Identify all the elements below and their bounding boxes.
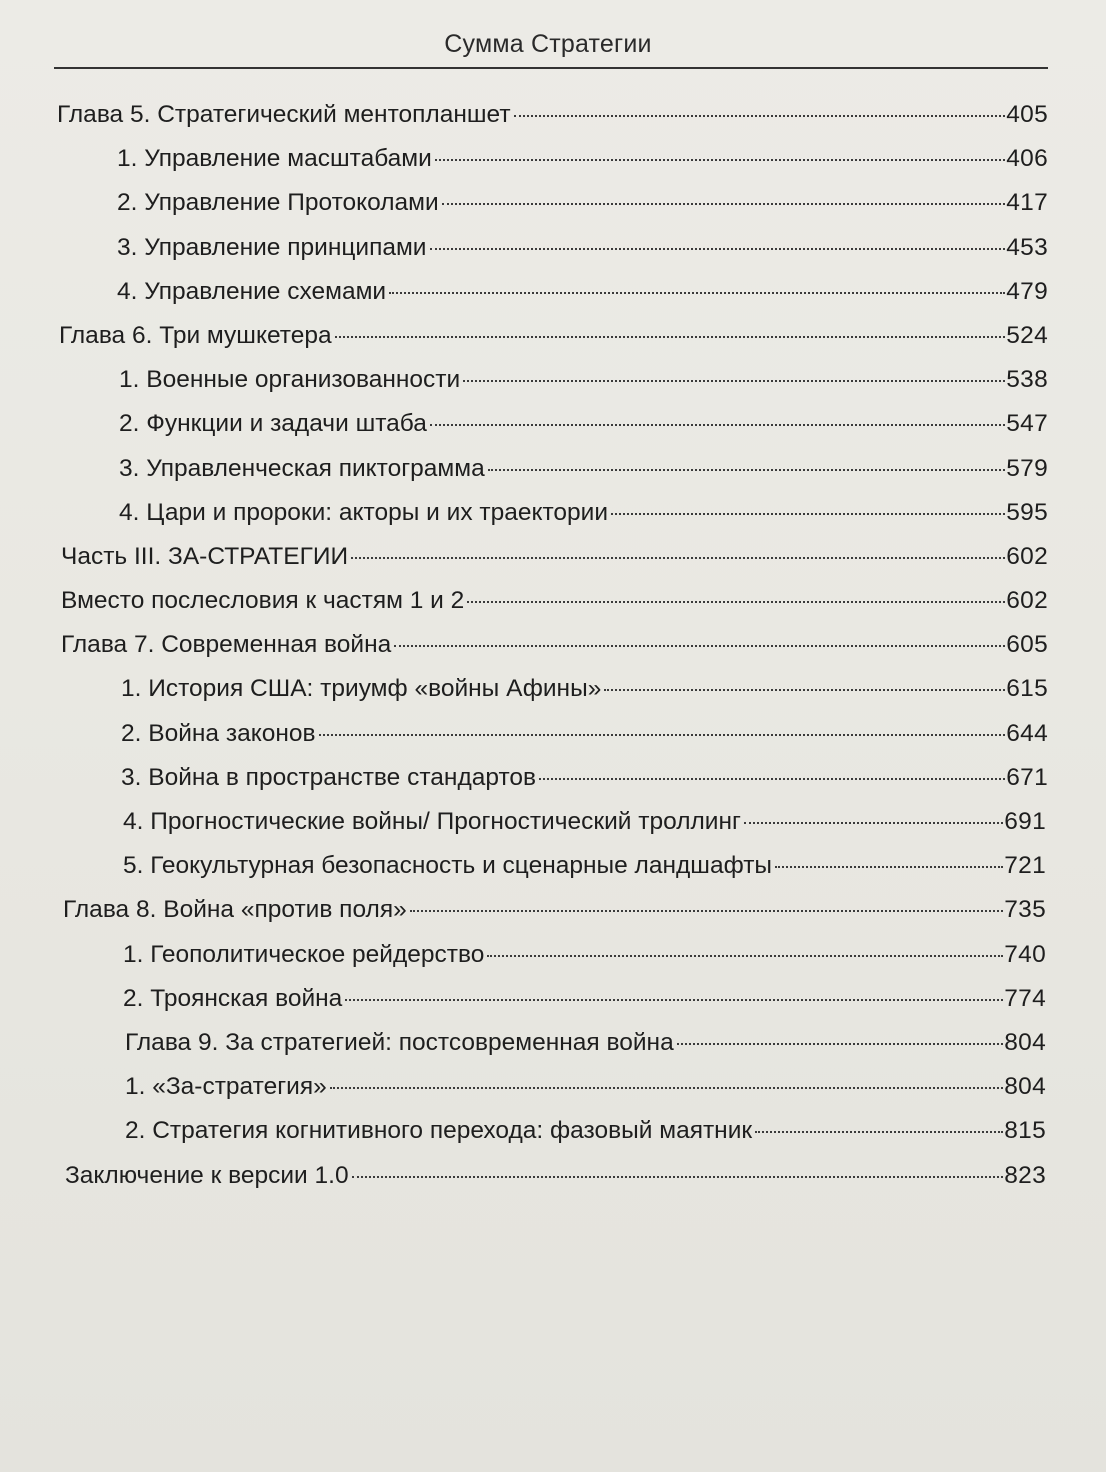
toc-chapter-entry — [0, 888, 1046, 932]
toc-section-entry — [0, 402, 1048, 446]
toc-page-number: 547 — [1006, 410, 1048, 438]
toc-section-entry — [0, 358, 1048, 402]
toc-entry-title: 2. Управление Протоколами — [117, 189, 439, 217]
toc-entry-title: Глава 9. За стратегией: постсовременная война — [125, 1028, 674, 1056]
toc-entry-title: Часть III. ЗА-СТРАТЕГИИ — [61, 542, 349, 570]
toc-entry-title: Глава 5. Стратегический ментопланшет — [57, 101, 511, 128]
toc-entry-title: 1. Геополитическое рейдерство — [123, 940, 485, 968]
toc-page-number: 453 — [1006, 233, 1048, 261]
toc-section-entry — [0, 491, 1048, 535]
toc-dot-leader — [744, 822, 1003, 824]
toc-chapter-entry — [0, 1154, 1046, 1198]
toc-dot-leader — [677, 1043, 1004, 1045]
toc-page-number: 405 — [1006, 101, 1048, 128]
toc-page-number: 479 — [1006, 277, 1048, 305]
toc-entry-title: Глава 6. Три мушкетера — [59, 321, 332, 349]
toc-chapter-entry — [0, 535, 1048, 579]
toc-dot-leader — [539, 778, 1005, 780]
toc-section-entry — [0, 933, 1046, 977]
toc-dot-leader — [319, 734, 1006, 736]
toc-page-number: 815 — [1004, 1117, 1046, 1145]
toc-page-number: 417 — [1006, 189, 1048, 217]
toc-dot-leader — [394, 645, 1005, 647]
toc-entry-title: Заключение к версии 1.0 — [65, 1161, 349, 1189]
toc-entry-title: 2. Стратегия когнитивного перехода: фазовый маятник — [125, 1117, 753, 1145]
toc-section-entry — [0, 756, 1048, 800]
toc-dot-leader — [345, 999, 1003, 1001]
toc-entry-title: 2. Функции и задачи штаба — [119, 410, 427, 438]
toc-section-entry — [0, 1021, 1046, 1065]
toc-page-number: 595 — [1006, 498, 1048, 526]
toc-entry-title: 2. Троянская война — [123, 984, 343, 1012]
toc-page-number: 579 — [1006, 454, 1048, 482]
toc-dot-leader — [514, 115, 1006, 117]
toc-page-number: 605 — [1006, 631, 1048, 659]
toc-dot-leader — [604, 689, 1005, 691]
toc-section-entry — [0, 137, 1048, 181]
table-of-contents — [0, 93, 1106, 1198]
toc-dot-leader — [430, 248, 1006, 250]
toc-entry-title: 2. Война законов — [121, 719, 316, 747]
toc-dot-leader — [463, 380, 1005, 382]
toc-entry-title: 4. Прогностические войны/ Прогностический троллинг — [123, 808, 741, 835]
toc-page-number: 671 — [1006, 763, 1048, 791]
toc-entry-title: 1. Управление масштабами — [117, 145, 432, 173]
toc-dot-leader — [335, 336, 1006, 338]
toc-page-number: 524 — [1006, 321, 1048, 349]
toc-dot-leader — [389, 292, 1005, 294]
toc-section-entry — [0, 270, 1048, 314]
toc-chapter-entry — [0, 579, 1048, 623]
toc-page-number: 644 — [1006, 719, 1048, 747]
toc-entry-title: Вместо послесловия к частям 1 и 2 — [61, 587, 465, 615]
toc-dot-leader — [755, 1131, 1003, 1133]
toc-section-entry — [0, 1109, 1046, 1153]
toc-dot-leader — [467, 601, 1005, 603]
toc-page-number: 691 — [1004, 808, 1046, 835]
toc-section-entry — [0, 226, 1048, 270]
toc-dot-leader — [410, 910, 1004, 912]
toc-section-entry — [0, 667, 1048, 711]
toc-dot-leader — [351, 557, 1005, 559]
toc-page-number: 602 — [1006, 587, 1048, 615]
toc-entry-title: 3. Война в пространстве стандартов — [121, 763, 537, 791]
toc-page-number: 735 — [1004, 896, 1046, 924]
toc-entry-title: 3. Управление принципами — [117, 233, 427, 261]
toc-dot-leader — [611, 513, 1005, 515]
toc-dot-leader — [330, 1087, 1004, 1089]
toc-section-entry — [0, 1065, 1046, 1109]
toc-section-entry — [0, 844, 1046, 888]
toc-chapter-entry — [0, 93, 1048, 137]
toc-dot-leader — [352, 1176, 1004, 1178]
toc-dot-leader — [442, 203, 1006, 205]
toc-dot-leader — [775, 866, 1003, 868]
toc-page-number: 740 — [1004, 940, 1046, 968]
toc-page-number: 721 — [1004, 852, 1046, 880]
toc-entry-title: 3. Управленческая пиктограмма — [119, 454, 485, 482]
header-rule — [54, 67, 1048, 69]
toc-page-number: 804 — [1004, 1028, 1046, 1056]
toc-page-number: 602 — [1006, 542, 1048, 570]
toc-dot-leader — [488, 469, 1005, 471]
toc-page-number: 804 — [1004, 1073, 1046, 1101]
running-title: Сумма Стратегии — [444, 30, 652, 58]
toc-dot-leader — [435, 159, 1005, 161]
toc-chapter-entry — [0, 623, 1048, 667]
toc-section-entry — [0, 181, 1048, 225]
toc-page-number: 538 — [1006, 366, 1048, 394]
toc-chapter-entry — [0, 314, 1048, 358]
toc-entry-title: 4. Управление схемами — [117, 277, 387, 305]
toc-entry-title: Глава 7. Современная война — [61, 631, 392, 659]
toc-entry-title: 1. Военные организованности — [119, 366, 461, 394]
toc-page-number: 615 — [1006, 675, 1048, 703]
toc-section-entry — [0, 977, 1046, 1021]
toc-entry-title: 5. Геокультурная безопасность и сценарные ландшафты — [123, 852, 773, 880]
toc-section-entry — [0, 447, 1048, 491]
toc-section-entry — [0, 800, 1046, 844]
toc-entry-title: Глава 8. Война «против поля» — [63, 896, 407, 924]
toc-dot-leader — [430, 424, 1005, 426]
toc-section-entry — [0, 712, 1048, 756]
toc-page-number: 406 — [1006, 145, 1048, 173]
toc-dot-leader — [487, 955, 1003, 957]
toc-page-number: 774 — [1004, 984, 1046, 1012]
toc-entry-title: 4. Цари и пророки: акторы и их траектории — [119, 498, 609, 526]
toc-page-number: 823 — [1004, 1161, 1046, 1189]
toc-entry-title: 1. История США: триумф «войны Афины» — [121, 675, 602, 703]
toc-entry-title: 1. «За-стратегия» — [125, 1073, 327, 1101]
